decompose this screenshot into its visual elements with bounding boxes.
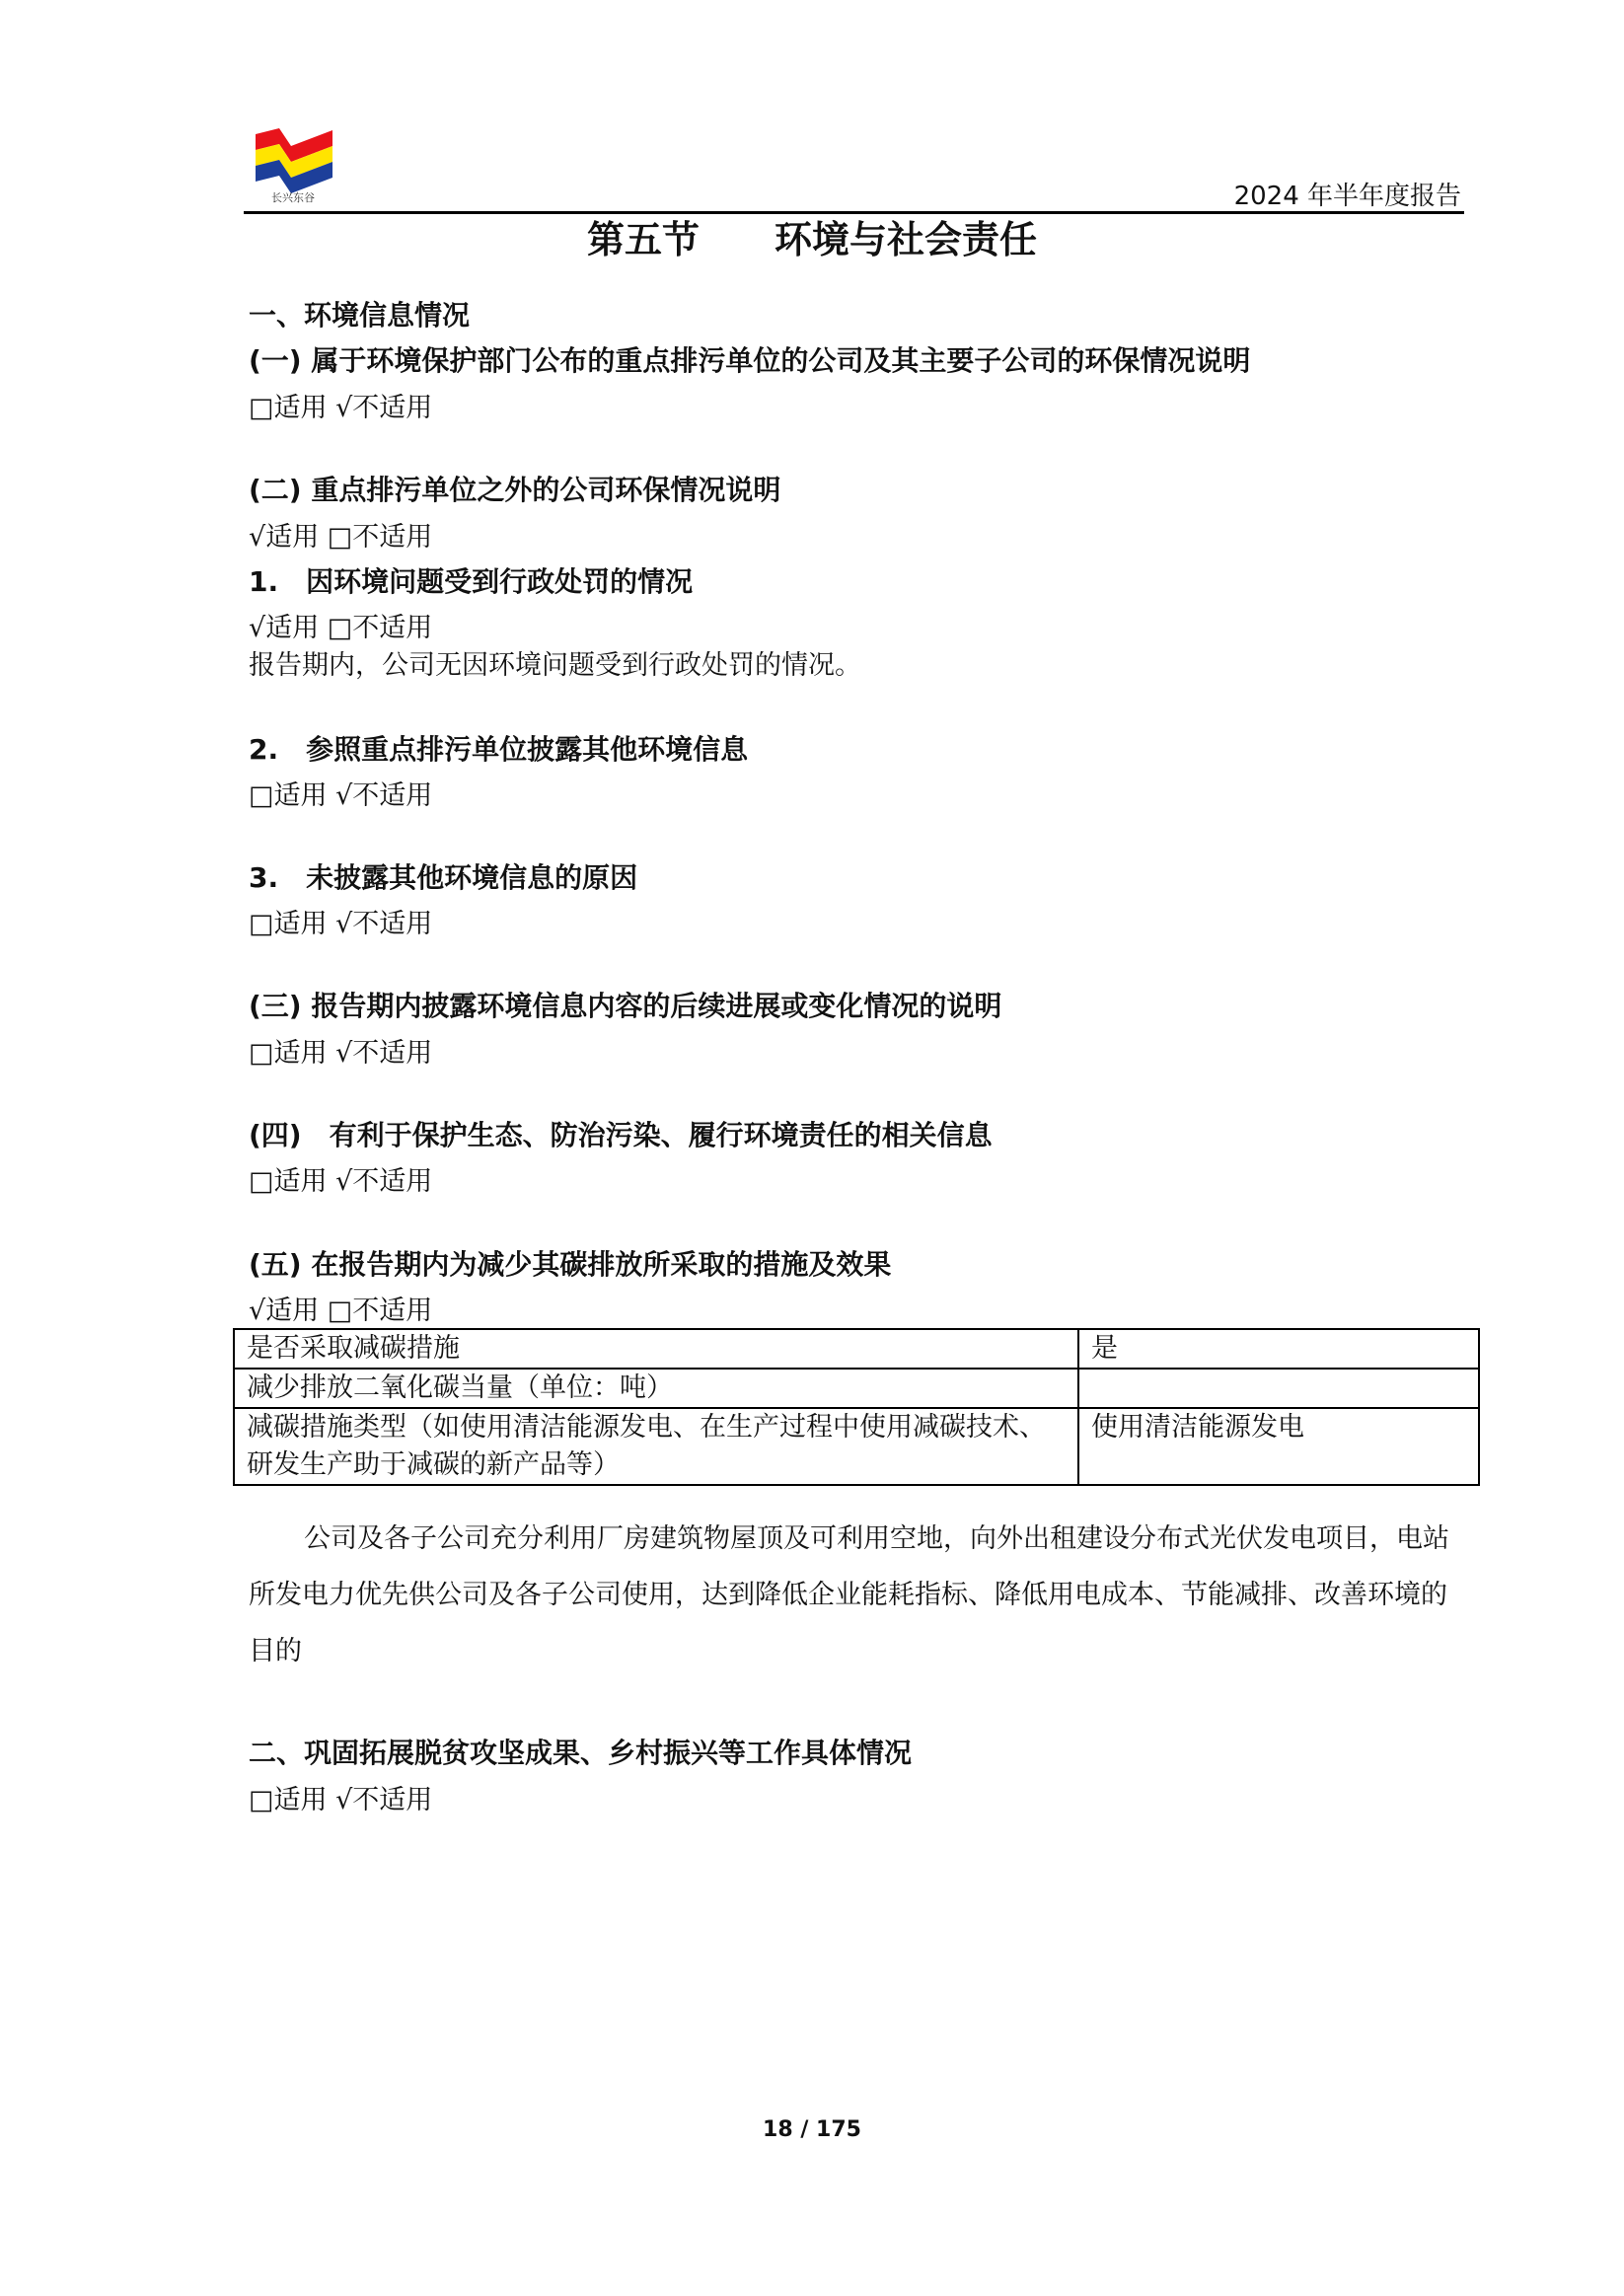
section-1-1-options: □适用 √不适用 <box>249 393 433 423</box>
table-row <box>234 1329 1479 1369</box>
table-cell-label: 是否采取减碳措施 <box>234 1329 1078 1369</box>
item-2-heading: 2. 参照重点排污单位披露其他环境信息 <box>249 733 749 766</box>
table-row <box>234 1369 1479 1408</box>
section-2-options: □适用 √不适用 <box>249 1785 433 1815</box>
section-1-2-heading: (二) 重点排污单位之外的公司环保情况说明 <box>249 474 781 506</box>
page-number: 18 / 175 <box>763 2117 861 2142</box>
table-cell-label: 减碳措施类型（如使用清洁能源发电、在生产过程中使用减碳技术、研发生产助于减碳的新产品等） <box>234 1408 1078 1485</box>
section-1-1-heading: (一) 属于环境保护部门公布的重点排污单位的公司及其主要子公司的环保情况说明 <box>249 344 1251 377</box>
table-cell-value: 是 <box>1078 1329 1479 1369</box>
table-row <box>234 1408 1479 1485</box>
item-3-options: □适用 √不适用 <box>249 909 433 939</box>
section-1-3-options: □适用 √不适用 <box>249 1038 433 1069</box>
section-1-4-options: □适用 √不适用 <box>249 1166 433 1197</box>
section-1-heading: 一、环境信息情况 <box>249 299 471 332</box>
item-1-heading: 1. 因环境问题受到行政处罚的情况 <box>249 565 694 598</box>
item-1-text: 报告期内，公司无因环境问题受到行政处罚的情况。 <box>249 650 861 681</box>
table-cell-value <box>1078 1369 1479 1408</box>
table-cell-value: 使用清洁能源发电 <box>1078 1408 1479 1485</box>
page-title: 第五节 环境与社会责任 <box>586 218 1037 261</box>
section-2-heading: 二、巩固拓展脱贫攻坚成果、乡村振兴等工作具体情况 <box>249 1737 913 1769</box>
svg-text:长兴东谷: 长兴东谷 <box>271 191 315 203</box>
company-logo <box>250 116 336 203</box>
item-3-heading: 3. 未披露其他环境信息的原因 <box>249 861 638 894</box>
section-1-5-heading: (五) 在报告期内为减少其碳排放所采取的措施及效果 <box>249 1248 892 1281</box>
section-1-5-paragraph: 公司及各子公司充分利用厂房建筑物屋顶及可利用空地，向外出租建设分布式光伏发电项目，电站所发电力优先供公司及各子公司使用，达到降低企业能耗指标、降低用电成本、节能减排、改善环境的目的 <box>249 1523 1449 1666</box>
report-label: 2024 年半年度报告 <box>1233 182 1461 211</box>
carbon-reduction-table <box>233 1328 1480 1486</box>
table-cell-label: 减少排放二氧化碳当量（单位：吨） <box>234 1369 1078 1408</box>
section-1-4-heading: (四) 有利于保护生态、防治污染、履行环境责任的相关信息 <box>249 1119 993 1151</box>
section-1-5-options: √适用 □不适用 <box>249 1296 433 1326</box>
item-2-options: □适用 √不适用 <box>249 780 433 811</box>
section-1-2-options: √适用 □不适用 <box>249 522 433 553</box>
item-1-options: √适用 □不适用 <box>249 613 433 643</box>
section-1-3-heading: (三) 报告期内披露环境信息内容的后续进展或变化情况的说明 <box>249 990 1002 1022</box>
